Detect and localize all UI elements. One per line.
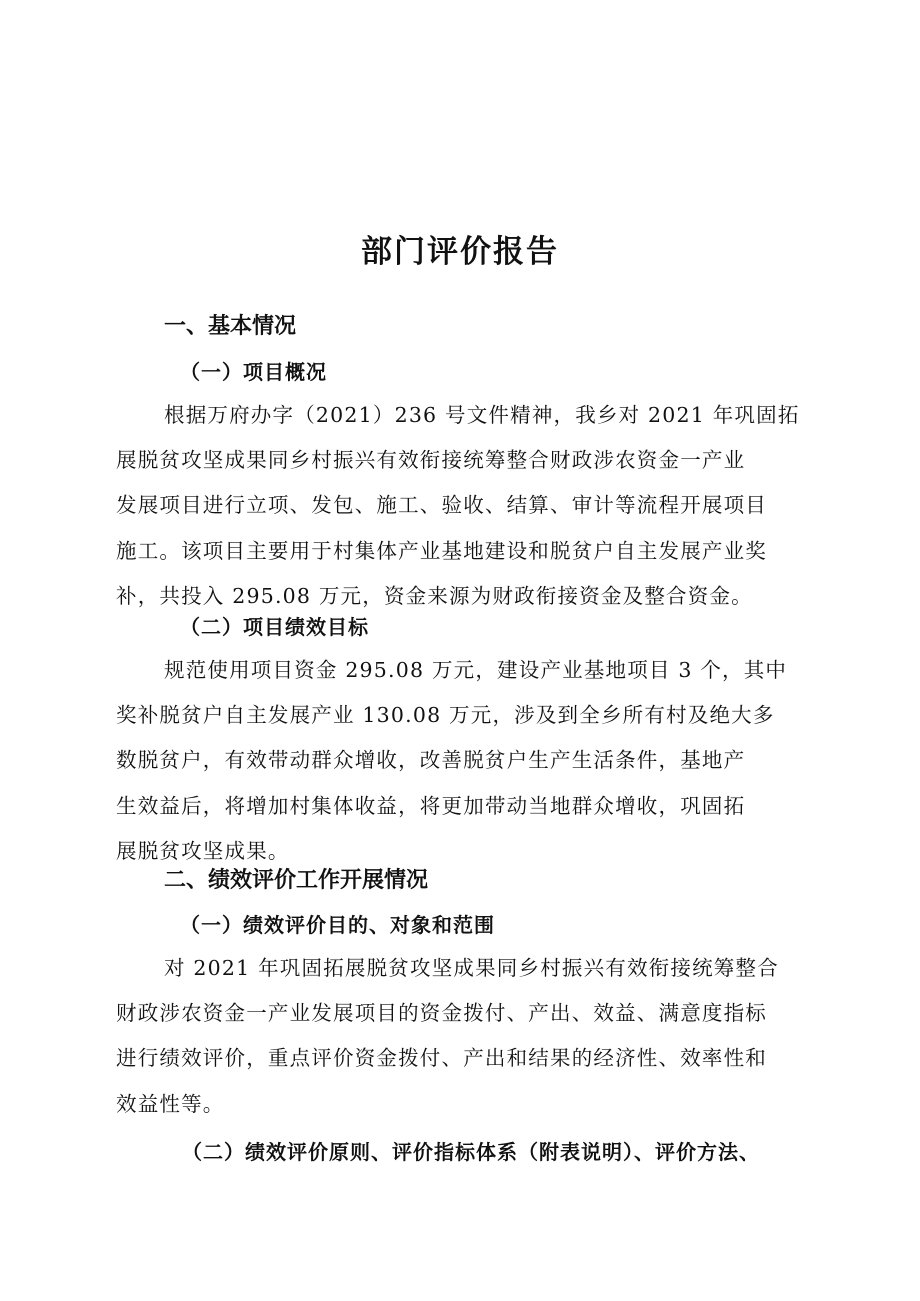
paragraph-line: 对 2021 年巩固拓展脱贫攻坚成果同乡村振兴有效衔接统筹整合	[164, 956, 779, 980]
paragraph-line: 奖补脱贫户自主发展产业 130.08 万元，涉及到全乡所有村及绝大多	[116, 703, 775, 728]
paragraph-line: 补，共投入 295.08 万元，资金来源为财政衔接资金及整合资金。	[116, 583, 753, 608]
paragraph-line: 规范使用项目资金 295.08 万元，建设产业基地项目 3 个，其中	[164, 658, 788, 682]
section-2-2-heading: （二）绩效评价原则、评价指标体系（附表说明）、评价方法、	[182, 1140, 760, 1164]
paragraph-line: 生效益后，将增加村集体收益，将更加带动当地群众增收，巩固拓	[116, 793, 746, 818]
paragraph-line: 数脱贫户，有效带动群众增收，改善脱贫户生产生活条件，基地产	[116, 748, 746, 773]
paragraph-line: 发展项目进行立项、发包、施工、验收、结算、审计等流程开展项目	[116, 493, 767, 518]
section-1-2-heading: （二）项目绩效目标	[180, 615, 369, 639]
paragraph-line: 进行绩效评价，重点评价资金拨付、产出和结果的经济性、效率性和	[116, 1046, 767, 1071]
paragraph-line: 效益性等。	[116, 1091, 225, 1116]
section-1-1-heading: （一）项目概况	[180, 360, 327, 384]
section-1-1-paragraph	[116, 393, 816, 619]
paragraph-line: 财政涉农资金一产业发展项目的资金拨付、产出、效益、满意度指标	[116, 1001, 767, 1026]
section-2-1-heading: （一）绩效评价目的、对象和范围	[180, 913, 495, 937]
section-2-1-paragraph	[116, 946, 816, 1127]
section-1-heading: 一、基本情况	[164, 314, 297, 339]
paragraph-line: 展脱贫攻坚成果。	[116, 838, 290, 863]
page-title: 部门评价报告	[361, 234, 559, 270]
section-2-heading: 二、绩效评价工作开展情况	[164, 868, 429, 893]
paragraph-line: 展脱贫攻坚成果同乡村振兴有效衔接统筹整合财政涉农资金一产业	[116, 448, 746, 473]
paragraph-line: 根据万府办字（2021）236 号文件精神，我乡对 2021 年巩固拓	[164, 403, 800, 427]
paragraph-line: 施工。该项目主要用于村集体产业基地建设和脱贫户自主发展产业奖	[116, 538, 767, 563]
section-1-2-paragraph	[116, 648, 816, 874]
